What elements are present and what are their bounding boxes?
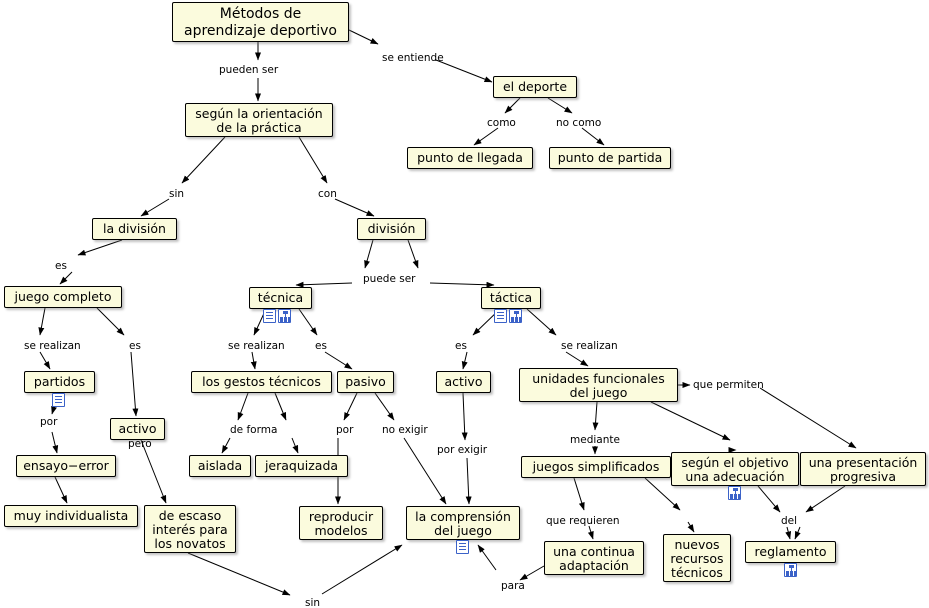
map-icon[interactable] (278, 309, 291, 323)
node-text: división (367, 221, 416, 236)
edge-label-sin-1: sin (169, 188, 185, 200)
node-icons-tecnica[interactable] (263, 309, 291, 323)
node-text: juegos simplificados (532, 459, 660, 474)
node-el-deporte[interactable] (493, 76, 577, 98)
node-text: reproducir (308, 509, 374, 524)
node-pasivo[interactable] (337, 371, 394, 393)
node-text: partidos (33, 374, 86, 389)
node-aislada[interactable] (189, 455, 251, 477)
node-text: recursos (670, 551, 724, 566)
node-text: reglamento (754, 544, 827, 559)
node-text: progresiva (830, 469, 896, 484)
edge-label-puede-ser: puede ser (363, 273, 416, 285)
node-metodos[interactable] (172, 2, 349, 42)
node-text: jeraquizada (264, 458, 339, 473)
node-division[interactable] (357, 218, 426, 240)
document-icon[interactable] (494, 309, 507, 323)
edge-label-de-forma: de forma (230, 424, 278, 436)
node-activo[interactable] (110, 418, 165, 440)
node-text: los novatos (154, 536, 226, 551)
document-icon[interactable] (456, 540, 469, 554)
edge-label-se-realizan-1: se realizan (24, 340, 81, 352)
node-text: técnica (257, 290, 304, 305)
node-juegos-simplificados[interactable] (521, 456, 671, 478)
edge-label-por-2: por (336, 424, 354, 436)
node-activo-tactica[interactable] (436, 371, 491, 393)
node-text: unidades funcionales (532, 371, 665, 386)
edge-label-del: del (781, 515, 798, 527)
edge-label-como: como (487, 117, 516, 129)
node-text: aislada (197, 458, 243, 473)
node-la-comprension-del-juego[interactable] (406, 506, 520, 540)
node-text: muy individualista (13, 508, 129, 523)
node-tecnica[interactable] (249, 287, 312, 309)
node-los-gestos-tecnicos[interactable] (191, 371, 332, 393)
node-text: adaptación (559, 558, 629, 573)
node-text: activo (118, 421, 157, 436)
edge-label-es-2: es (129, 340, 141, 352)
edge-label-para: para (501, 580, 525, 592)
node-icons-reglamento[interactable] (784, 563, 797, 577)
node-text: según el objetivo (681, 455, 789, 470)
node-text: el deporte (502, 79, 568, 94)
node-text: táctica (489, 290, 533, 305)
document-icon[interactable] (263, 309, 276, 323)
node-text: una presentación (808, 455, 918, 470)
node-segun-el-objetivo[interactable] (671, 452, 799, 486)
node-reproducir-modelos[interactable] (299, 506, 383, 540)
node-text: los gestos técnicos (202, 374, 321, 389)
edge-label-sin-2: sin (305, 597, 321, 608)
edge-label-pueden-ser: pueden ser (219, 64, 279, 76)
edge-label-mediante: mediante (570, 434, 620, 446)
node-text: la división (103, 221, 166, 236)
node-text: de escaso (158, 508, 222, 523)
node-nuevos-recursos-tecnicos[interactable] (663, 534, 731, 582)
node-text: según la orientación (195, 106, 323, 121)
node-text: Métodos de (219, 6, 302, 22)
node-juego-completo[interactable] (4, 286, 122, 308)
node-text: punto de partida (557, 150, 663, 165)
node-text: de la práctica (216, 120, 302, 135)
edge-label-se-realizan-3: se realizan (561, 340, 618, 352)
edge-label-con: con (318, 188, 337, 200)
map-icon[interactable] (509, 309, 522, 323)
node-jeraquizada[interactable] (255, 455, 348, 477)
map-icon[interactable] (784, 563, 797, 577)
edge-label-se-entiende: se entiende (382, 52, 444, 64)
node-segun-la-orientacion[interactable] (185, 103, 333, 137)
edge-label-por-exigir: por exigir (437, 444, 488, 456)
node-una-continua-adaptacion[interactable] (544, 541, 644, 575)
node-partidos[interactable] (24, 371, 95, 393)
node-punto-de-llegada[interactable] (407, 147, 533, 169)
node-text: punto de llegada (417, 150, 523, 165)
node-muy-individualista[interactable] (4, 505, 138, 527)
node-tactica[interactable] (481, 287, 541, 309)
edge-label-es-1: es (55, 260, 67, 272)
node-punto-de-partida[interactable] (549, 147, 671, 169)
node-reglamento[interactable] (745, 541, 836, 563)
node-de-escaso-interes[interactable] (144, 505, 236, 553)
node-text: modelos (314, 523, 368, 538)
node-icons-partidos[interactable] (52, 393, 65, 407)
node-text: del juego (569, 385, 628, 400)
map-icon[interactable] (728, 486, 741, 500)
node-text: pasivo (345, 374, 386, 389)
node-text: interés para (152, 522, 228, 537)
document-icon[interactable] (52, 393, 65, 407)
node-text: activo (444, 374, 483, 389)
node-icons-tactica[interactable] (494, 309, 522, 323)
node-text: ensayo−error (23, 458, 109, 473)
edge-label-se-realizan-2: se realizan (228, 340, 285, 352)
node-icons-segun-el-objetivo[interactable] (728, 486, 741, 500)
node-text: técnicos (671, 565, 723, 580)
node-text: aprendizaje deportivo (184, 23, 337, 39)
edge-label-que-requieren: que requieren (546, 515, 620, 527)
edge-label-es-3: es (315, 340, 327, 352)
node-icons-comprension[interactable] (456, 540, 469, 554)
node-ensayo-error[interactable] (16, 455, 116, 477)
node-text: la comprensión (415, 509, 511, 524)
node-text: nuevos (674, 537, 720, 552)
edge-label-por-1: por (40, 416, 58, 428)
node-una-presentacion-progresiva[interactable] (800, 452, 926, 486)
edge-label-no-exigir: no exigir (382, 424, 428, 436)
node-la-division[interactable] (92, 218, 177, 240)
edge-label-pero: pero (128, 438, 152, 450)
node-text: una continua (553, 544, 635, 559)
edge-label-que-permiten: que permiten (693, 379, 764, 391)
node-text: del juego (434, 523, 492, 538)
edge-label-no-como: no como (556, 117, 602, 129)
node-text: una adecuación (685, 469, 785, 484)
node-text: juego completo (14, 289, 112, 304)
node-unidades-funcionales[interactable] (519, 368, 678, 402)
edge-label-es-4: es (455, 340, 467, 352)
